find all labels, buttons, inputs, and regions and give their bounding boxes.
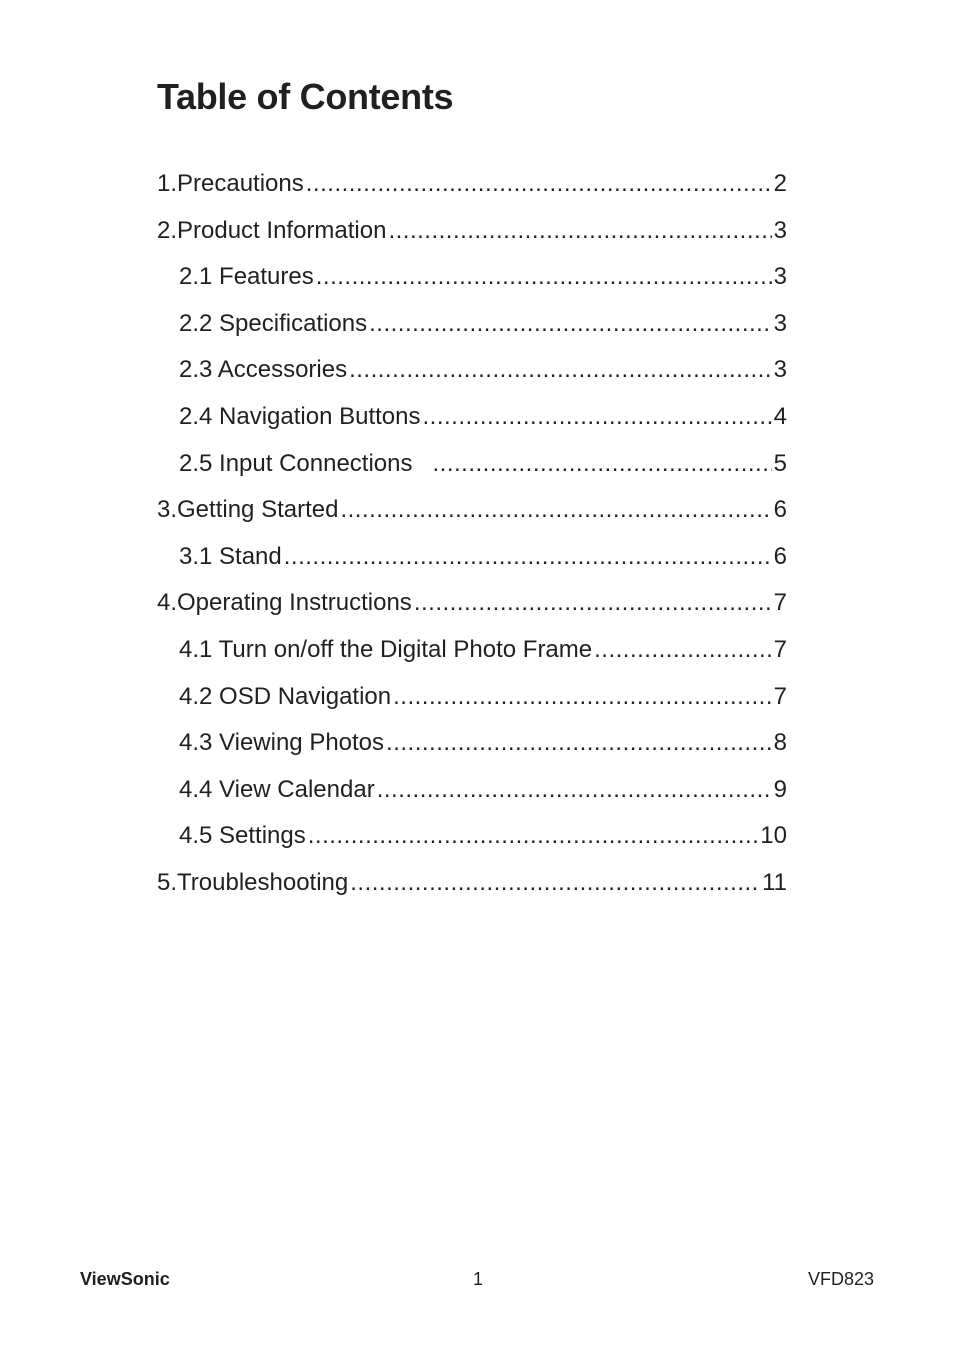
toc-entry-page: 5 — [773, 449, 787, 477]
toc-entry-page: 8 — [773, 729, 787, 757]
toc-dot-leader — [594, 632, 772, 668]
toc-entry-page: 7 — [773, 635, 787, 663]
toc-entry-label: 4.Operating Instructions — [157, 589, 412, 617]
toc-entry-product-information[interactable] — [157, 213, 787, 260]
toc-entry-page: 3 — [773, 356, 787, 384]
toc-dot-leader — [316, 259, 772, 295]
toc-dot-leader — [377, 772, 772, 808]
footer-model: VFD823 — [807, 1269, 874, 1289]
toc-entry-label: 3.Getting Started — [157, 496, 339, 524]
toc-entry-label: 2.Product Information — [157, 216, 387, 244]
toc-dot-leader — [306, 166, 772, 202]
toc-entry-label: 2.2 Specifications — [179, 309, 368, 337]
toc-dot-leader — [369, 306, 772, 342]
toc-dot-leader — [388, 213, 771, 249]
footer-brand: ViewSonic — [80, 1269, 170, 1289]
toc-entry-page: 7 — [773, 682, 787, 710]
toc-entry-label: 4.1 Turn on/off the Digital Photo Frame — [179, 635, 593, 663]
toc-dot-leader — [349, 352, 772, 388]
toc-entry-turn-on-off[interactable] — [157, 632, 787, 679]
toc-entry-operating-instructions[interactable] — [157, 585, 787, 632]
toc-dot-leader — [386, 725, 772, 761]
toc-entry-osd-navigation[interactable] — [157, 679, 787, 726]
toc-entry-page: 9 — [773, 775, 787, 803]
toc-entry-label: 3.1 Stand — [179, 542, 282, 570]
toc-entry-label: 4.2 OSD Navigation — [179, 682, 392, 710]
toc-dot-leader — [423, 399, 772, 435]
toc-entry-label: 1.Precautions — [157, 170, 304, 197]
toc-entry-page: 6 — [773, 542, 787, 570]
toc-entry-page: 4 — [773, 402, 787, 430]
table-of-contents — [157, 166, 787, 912]
toc-dot-leader — [433, 446, 772, 482]
toc-dot-leader — [350, 865, 760, 901]
toc-entry-label: 2.1 Features — [179, 263, 314, 291]
toc-entry-viewing-photos[interactable] — [157, 725, 787, 772]
toc-entry-page: 3 — [773, 309, 787, 337]
toc-entry-accessories[interactable] — [157, 352, 787, 399]
toc-entry-page: 11 — [762, 868, 787, 896]
toc-entry-input-connections[interactable] — [157, 446, 787, 493]
toc-entry-navigation-buttons[interactable] — [157, 399, 787, 446]
toc-entry-page: 3 — [773, 216, 787, 244]
toc-entry-precautions[interactable] — [157, 166, 787, 213]
toc-dot-leader — [393, 679, 772, 715]
toc-dot-leader — [308, 818, 759, 854]
toc-entry-label: 4.4 View Calendar — [179, 775, 375, 803]
toc-entry-label: 2.5 Input Connections — [179, 449, 413, 477]
toc-entry-view-calendar[interactable] — [157, 772, 787, 819]
toc-dot-leader — [284, 539, 772, 575]
toc-entry-page: 6 — [773, 496, 787, 524]
toc-entry-page: 10 — [760, 822, 787, 850]
toc-entry-page: 3 — [773, 263, 787, 291]
toc-entry-label: 2.3 Accessories — [179, 356, 348, 384]
toc-entry-features[interactable] — [157, 259, 787, 306]
toc-entry-page: 7 — [773, 589, 787, 617]
toc-dot-leader — [340, 492, 771, 528]
toc-entry-label: 5.Troubleshooting — [157, 868, 349, 896]
toc-entry-page: 2 — [773, 170, 787, 197]
toc-entry-stand[interactable] — [157, 539, 787, 586]
toc-entry-settings[interactable] — [157, 818, 787, 865]
toc-dot-leader — [414, 585, 772, 621]
toc-entry-label: 4.3 Viewing Photos — [179, 729, 385, 757]
toc-entry-troubleshooting[interactable] — [157, 865, 787, 912]
toc-entry-label: 2.4 Navigation Buttons — [179, 402, 421, 430]
toc-entry-label: 4.5 Settings — [179, 822, 306, 850]
page-title: Table of Contents — [157, 76, 454, 117]
toc-entry-getting-started[interactable] — [157, 492, 787, 539]
toc-entry-specifications[interactable] — [157, 306, 787, 353]
footer-page-number: 1 — [473, 1269, 484, 1289]
